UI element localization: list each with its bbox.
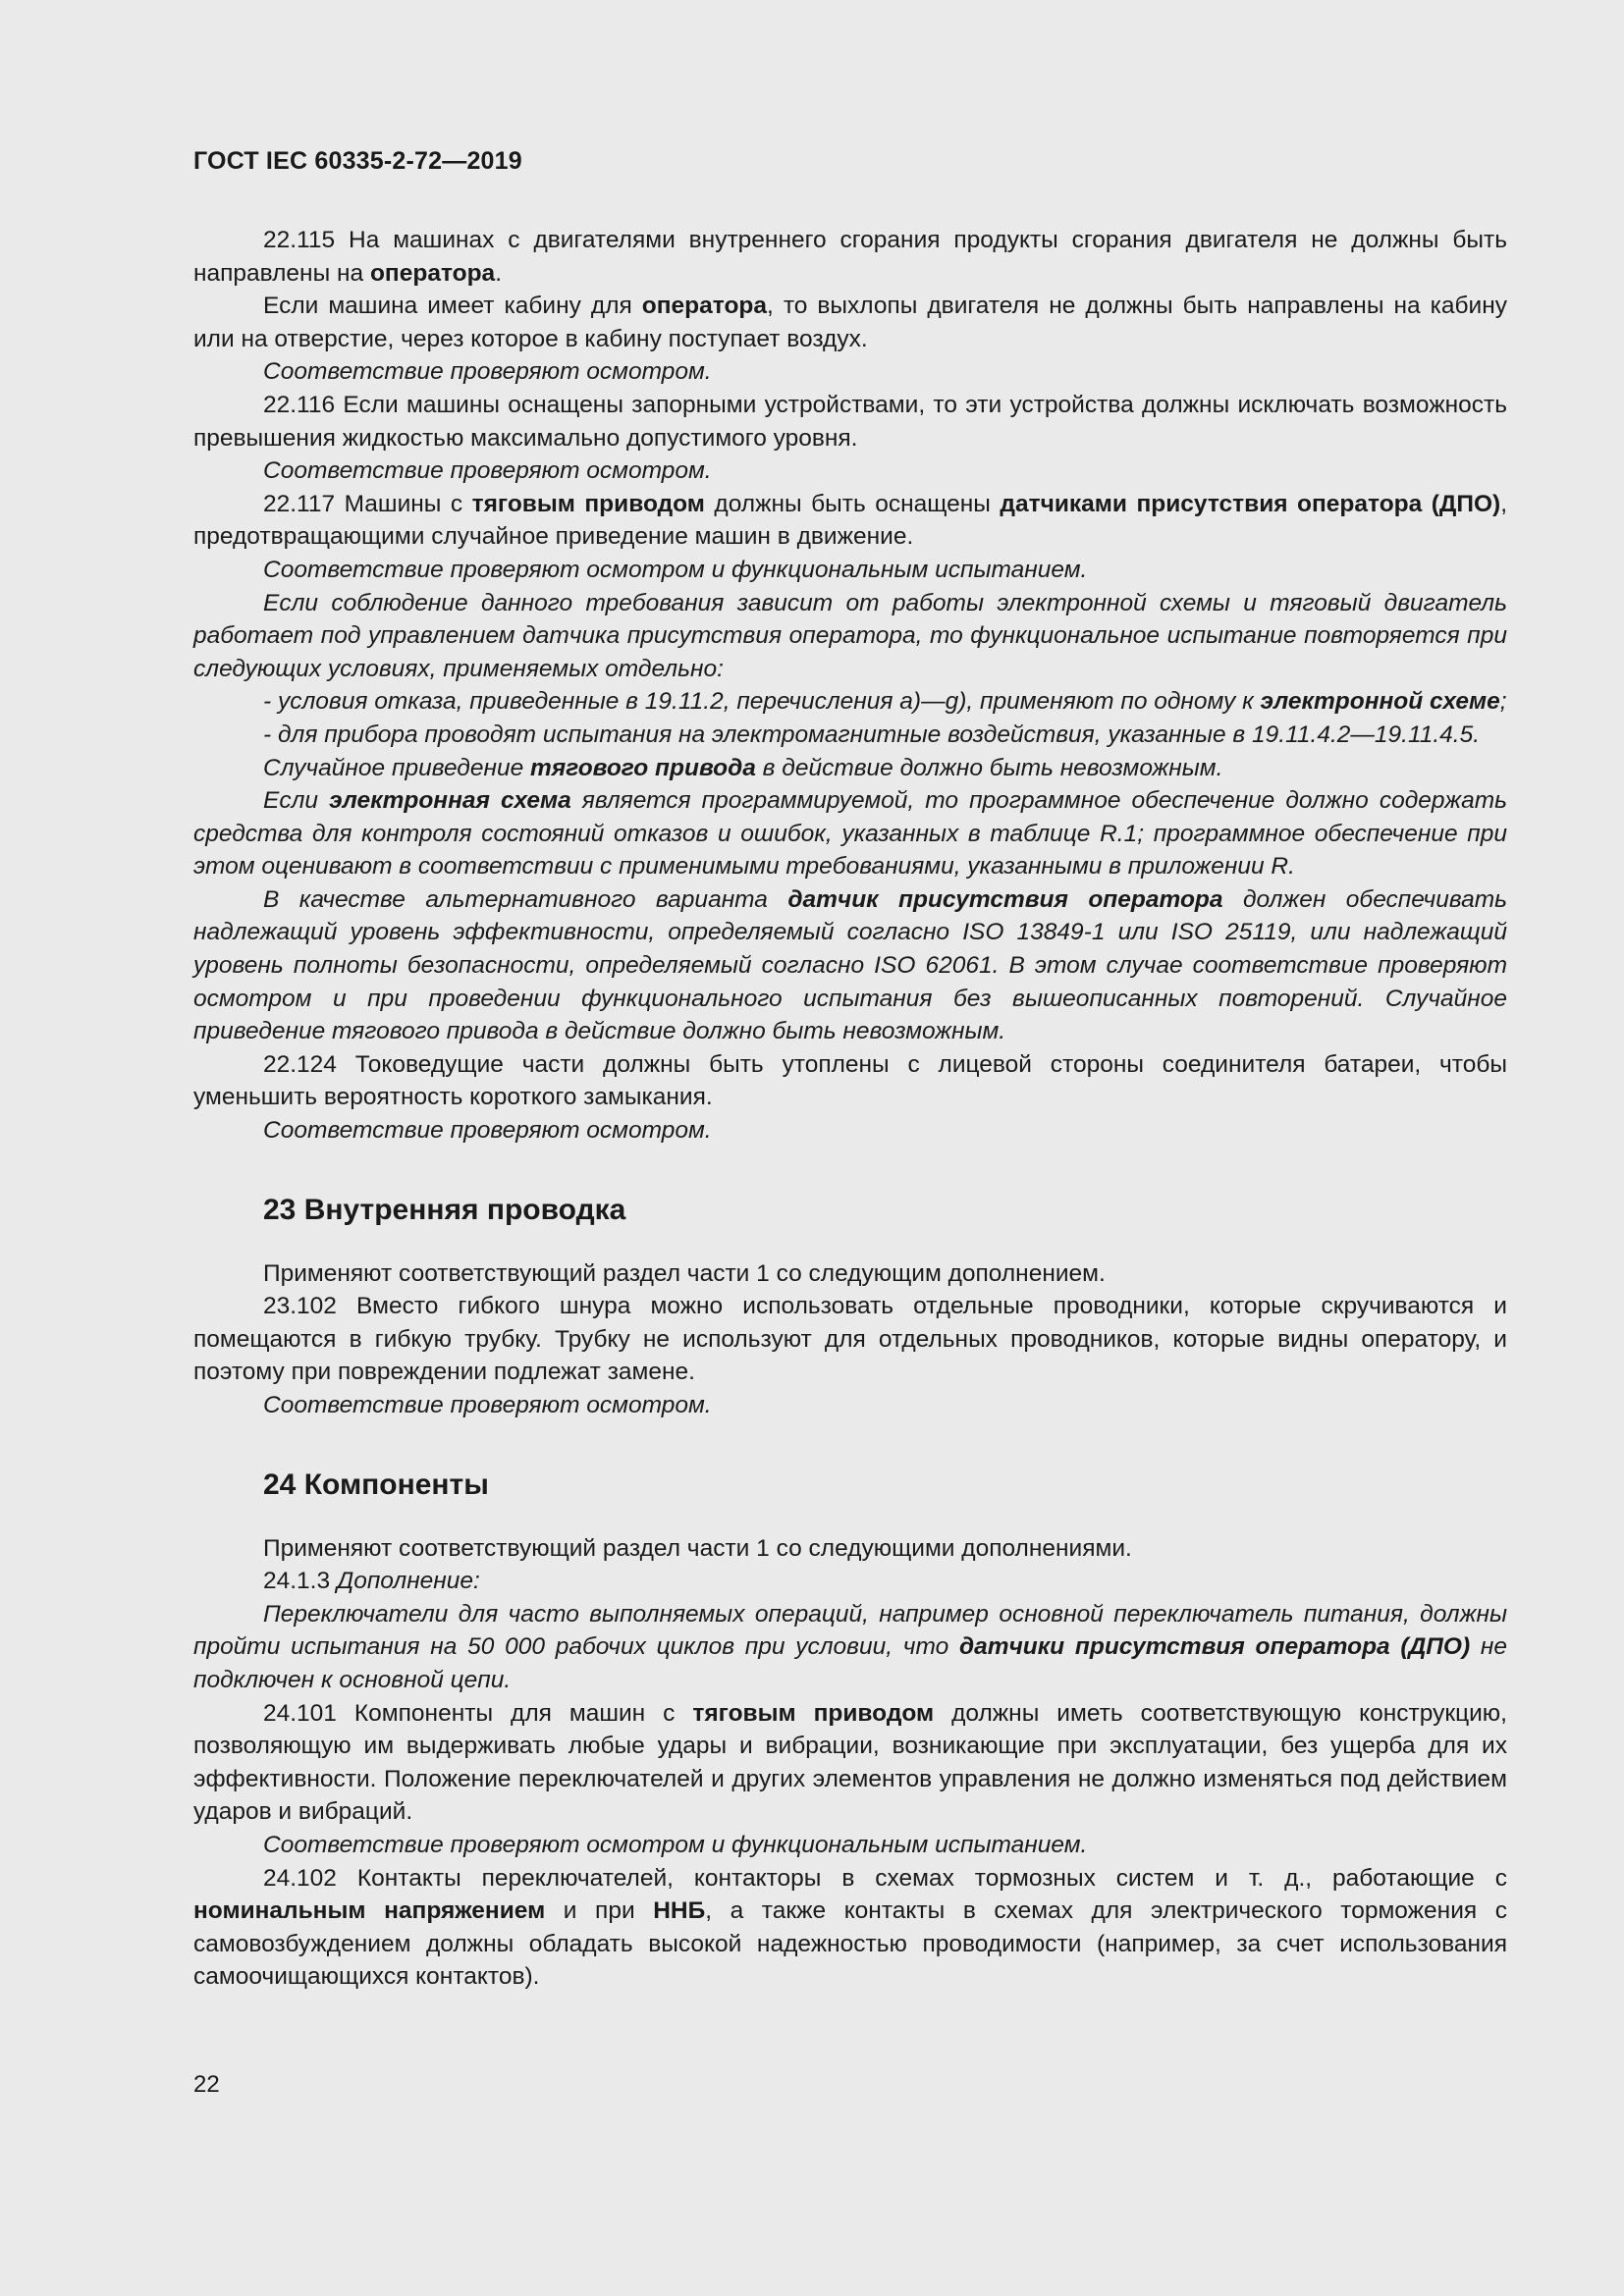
compliance-check: Соответствие проверяют осмотром и функциональным испытанием. [263,1831,1088,1858]
paragraph-switches: Переключатели для часто выполняемых операций, например основной переключатель питания, должны пройти испытания на 50 000 рабочих циклов при условии, что датчики присутствия оператора (ДПО) не подключен к основной цепи. [193,1600,1507,1693]
paragraph-22-124: 22.124 Токоведущие части должны быть утоплены с лицевой стороны соединителя батареи, чтобы уменьшить вероятность короткого замыкания. [193,1050,1507,1111]
compliance-check: Соответствие проверяют осмотром. [263,358,712,386]
section-heading-24: 24 Компоненты [263,1468,489,1501]
paragraph-24-102: 24.102 Контакты переключателей, контакторы в схемах тормозных систем и т. д., работающие с номинальным напряжением и при ННБ, а также контакты в схемах для электрического торможения с самовозбуждением должны обладать высокой надежностью проводимости (например, за счет использования самоочищающихся контактов). [193,1864,1507,1991]
compliance-check: Соответствие проверяют осмотром и функциональным испытанием. [263,556,1088,583]
paragraph-programmable: Если электронная схема является программируемой, то программное обеспечение должно содержать средства для контроля состояний отказов и ошибок, указанных в таблице R.1; программное обеспечение при этом оценивают в соответствии с применимыми требованиями, указанными в приложении R. [193,787,1508,881]
paragraph-22-115: 22.115 На машинах с двигателями внутреннего сгорания продукты сгорания двигателя не должны быть направлены на оператора. [193,227,1507,287]
condition-item-1: - условия отказа, приведенные в 19.11.2, перечисления а)—g), применяют по одному к электронной схеме; [263,688,1507,716]
compliance-check: Соответствие проверяют осмотром. [263,1117,712,1145]
paragraph-22-116: 22.116 Если машины оснащены запорными устройствами, то эти устройства должны исключать возможность превышения жидкостью максимально допустимого уровня. [193,391,1507,452]
condition-item-2: - для прибора проводят испытания на электромагнитные воздействия, указанные в 19.11.4.2—19.11.4.5. [263,721,1481,748]
paragraph-23-intro: Применяют соответствующий раздел части 1 со следующим дополнением. [263,1259,1106,1287]
paragraph-24-101: 24.101 Компоненты для машин с тяговым приводом должны иметь соответствующую конструкцию, позволяющую им выдерживать любые удары и вибрации, возникающие при эксплуатации, без ущерба для их эффективности. Положение переключателей и других элементов управления не должно изменяться под действием ударов и вибраций. [193,1699,1507,1826]
compliance-check: Соответствие проверяют осмотром. [263,457,712,485]
page-number: 22 [193,2071,220,2098]
paragraph-23-102: 23.102 Вместо гибкого шнура можно использовать отдельные проводники, которые скручиваются и помещаются в гибкую трубку. Трубку не используют для отдельных проводников, которые видны оператору, и поэтому при повреждении подлежат замене. [193,1293,1507,1386]
paragraph-22-117: 22.117 Машины с тяговым приводом должны быть оснащены датчиками присутствия оператора (ДПО), предотвращающими случайное приведение машин в движение. [193,490,1507,551]
paragraph-24-1-3: 24.1.3 Дополнение: [263,1568,480,1595]
section-heading-23: 23 Внутренняя проводка [263,1193,626,1226]
paragraph-accidental-start: Случайное приведение тягового привода в действие должно быть невозможным. [263,754,1223,781]
paragraph-alternative: В качестве альтернативного варианта датчик присутствия оператора должен обеспечивать надлежащий уровень эффективности, определяемый согласно ISO 13849-1 или ISO 25119, или надлежащий уровень полноты безопасности, определяемый согласно ISO 62061. В этом случае соответствие проверяют осмотром и при проведении функционального испытания без вышеописанных повторений. Случайное приведение тягового привода в действие должно быть невозможным. [193,885,1508,1045]
paragraph-24-intro: Применяют соответствующий раздел части 1 со следующими дополнениями. [263,1534,1132,1562]
document-body [193,224,1507,1994]
compliance-check: Соответствие проверяют осмотром. [263,1392,712,1418]
paragraph-cabin: Если машина имеет кабину для оператора, то выхлопы двигателя не должны быть направлены на кабину или на отверстие, через которое в кабину поступает воздух. [193,293,1507,352]
paragraph-conditions-intro: Если соблюдение данного требования зависит от работы электронной схемы и тяговый двигатель работает под управлением датчика присутствия оператора, то функциональное испытание повторяется при следующих условиях, применяемых отдельно: [193,589,1507,682]
document-header: ГОСТ IEC 60335-2-72—2019 [193,147,522,175]
